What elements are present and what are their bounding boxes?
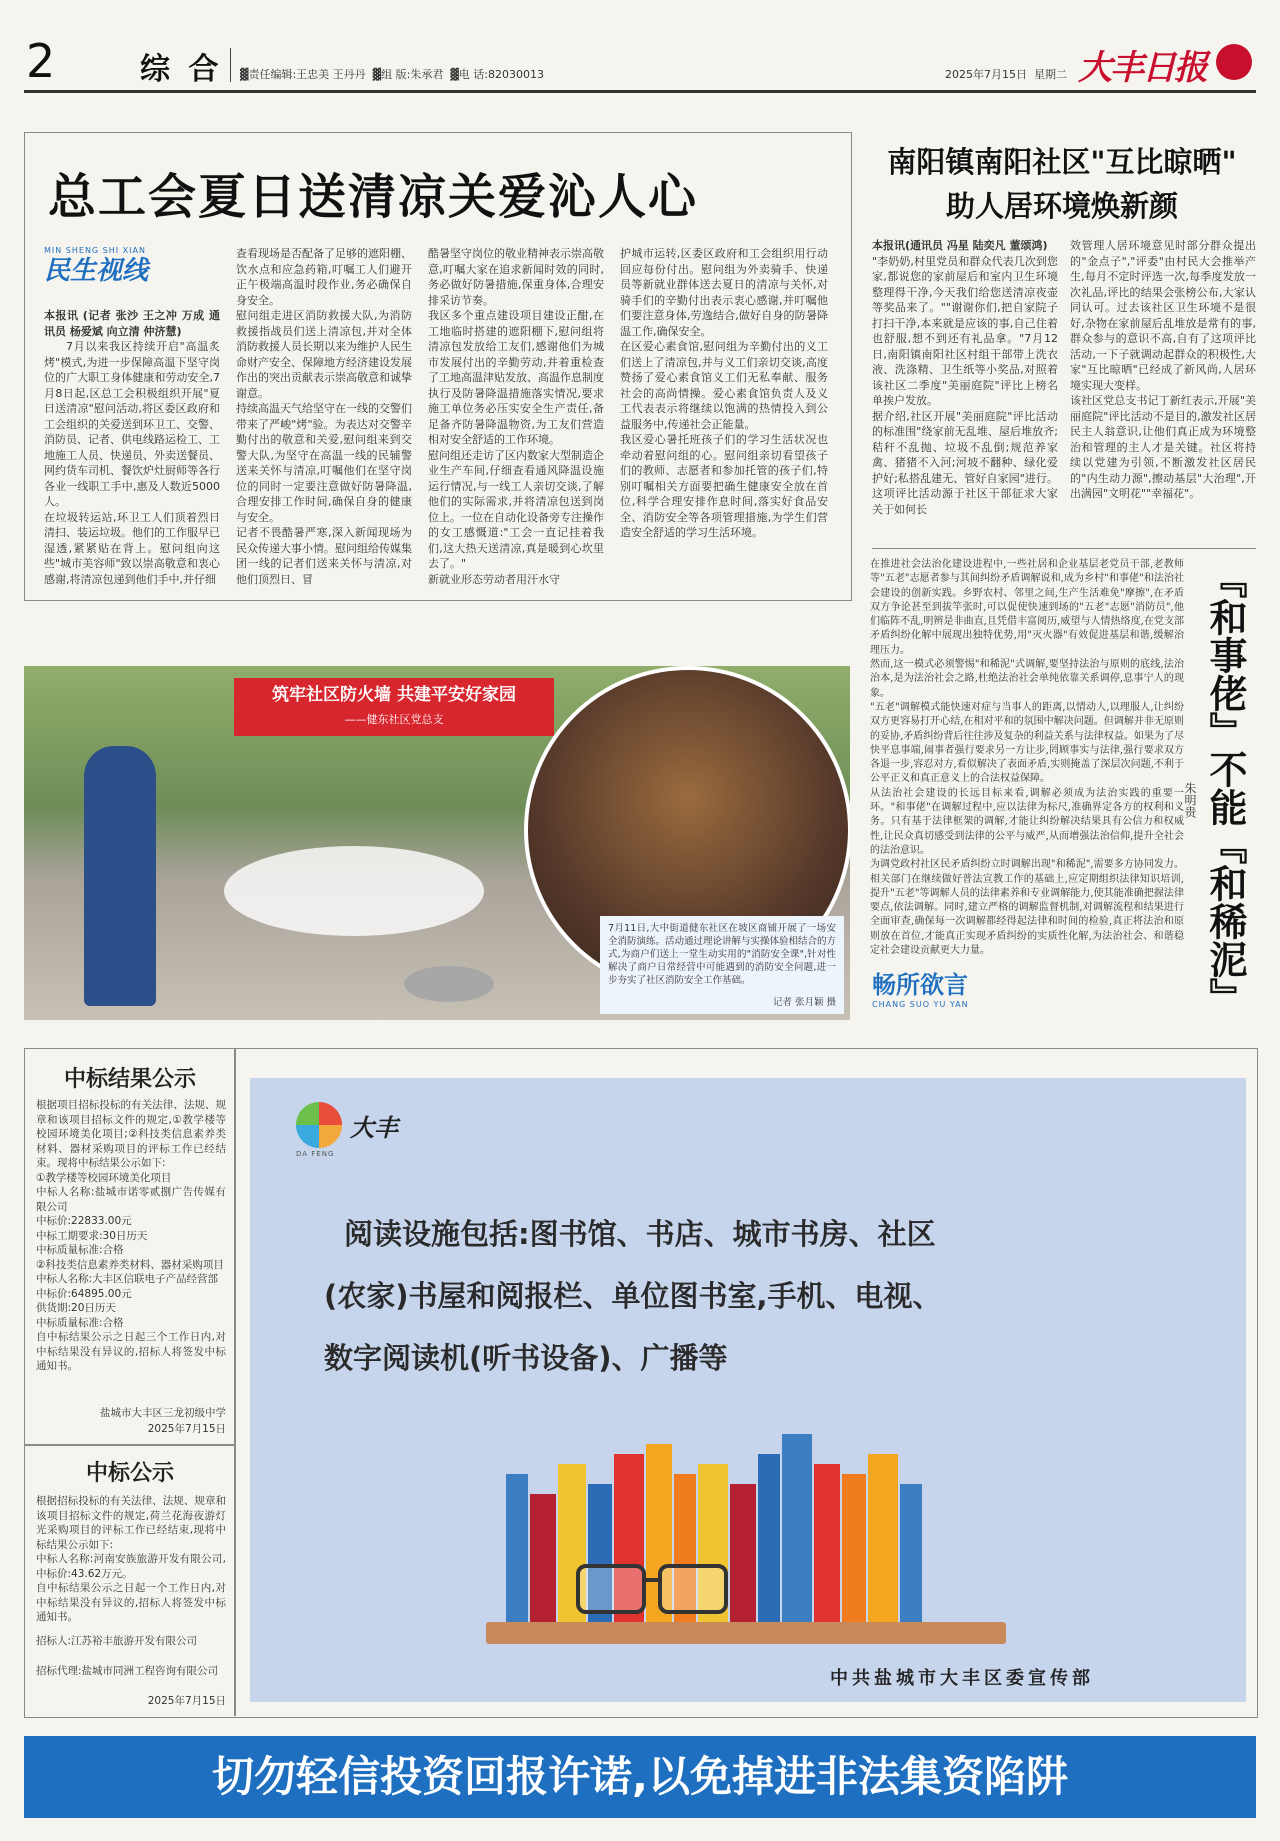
ad-line-2: (农家)书屋和阅报栏、单位图书室,手机、电视、 [324, 1279, 942, 1313]
dafeng-logo-pinyin: DA FENG [296, 1150, 335, 1158]
side-article-title-1: 南阳镇南阳社区"互比晾晒" [887, 145, 1237, 179]
main-article-title: 总工会夏日送清凉关爱沁人心 [48, 169, 699, 225]
glasses-icon [576, 1564, 726, 1608]
side-article-title-2: 助人居环境焕新颜 [945, 189, 1178, 223]
notice2-title: 中标公示 [85, 1460, 174, 1486]
notice1-body: 根据项目招标投标的有关法律、法规、规章和该项目招标文件的规定,①教学楼等校园环境美化项目;②科技类信息素养类材料、器材采购项目的评标工作已经结束。现将中标结果公示如下: ①教学楼等校园环境美化项目 中标人名称:盐城市诺零贰捌广告传媒有限公司 中标价:22833.00元 中标工期要求:30日历天 中标质量标准:合格 ②科技类信息素养类材料、器材采购项目 中标人名称:大丰区信联电子产品经营部 中标价:64895.00元 供货期:20日历天 中标质量标准:合格 自中标结果公示之日起三个工作日内,对中标结果没有异议的,招标人将签发中标通知书。 [36, 1099, 226, 1372]
header-rule [24, 90, 1256, 93]
editorial-author: 朱明贵 [1183, 782, 1197, 818]
bottom-banner [24, 1736, 1256, 1818]
book [900, 1484, 922, 1624]
book [506, 1474, 528, 1624]
notice-divider [234, 1048, 236, 1716]
main-article-col2: 查看现场是否配备了足够的遮阳棚、饮水点和应急药箱,叮嘱工人们避开正午极端高温时段作业,务必确保自身安全。 慰问组走进区消防救援大队,为消防救援指战员们送上清凉包,并对全体消防救援人员长期以来为维护人民生命财产安全、保障地方经济建设发展作出的突出贡献表示崇高敬意和诚挚谢意。 持续高温天气给坚守在一线的交警们带来了严峻"烤"验。为表达对交警辛勤付出的敬意和关爱,慰问组来到交警大队,为坚守在高温一线的民辅警送来关怀与清凉,叮嘱他们在坚守岗位的同时一定要注意做好防暑降温,合理安排工作时间,确保自身的健康与安全。 记者不畏酷暑严寒,深入新闻现场为民众传递大事小情。慰问组给传媒集团一线的记者们送来关怀与清凉,对他们顶烈日、冒 [236, 247, 412, 586]
book [868, 1454, 898, 1624]
spray-cloud [224, 846, 484, 936]
section-name: 综 合 [140, 52, 223, 87]
book [730, 1484, 756, 1624]
book [814, 1464, 840, 1624]
notice2-agent2: 招标代理:盐城市同洲工程咨询有限公司 [36, 1665, 219, 1677]
notice1-title: 中标结果公示 [63, 1066, 196, 1092]
book [530, 1494, 556, 1624]
side-article-rule [872, 548, 1256, 549]
book [782, 1434, 812, 1624]
masthead-logo: 大丰日报 [1078, 48, 1206, 88]
photo-banner: 筑牢社区防火墙 共建平安好家园 ——健东社区党总支 [234, 678, 554, 736]
fire-basin [404, 966, 494, 1002]
book [758, 1454, 780, 1624]
notice2-date: 2025年7月15日 [147, 1695, 226, 1707]
ad-footer: 中共盐城市大丰区委宣传部 [830, 1668, 1094, 1689]
book [842, 1474, 866, 1624]
notice2-body: 根据招标投标的有关法律、法规、规章和该项目招标文件的规定,荷兰花海夜游灯光采购项目的评标工作已经结束,现将中标结果公示如下: 中标人名称:河南安族旅游开发有限公司,中标价:43.62万元。 自中标结果公示之日起一个工作日内,对中标结果没有异议的,招标人将签发中标通知书。 [36, 1495, 226, 1623]
firefighter-figure [84, 746, 156, 1006]
column-logo-changsuoyuyan: 畅所欲言 CHANG SUO YU YAN [872, 971, 969, 1009]
editorial-text: 在推进社会法治化建设进程中,一些社居和企业基层老党员干部,老教师等"五老"志愿者参与其间纠纷矛盾调解说和,成为乡村"和事佬"和法治社会建设的创新实践。乡野农村、邻里之间,生产生活难免"摩擦",在矛盾双方争论甚至到拔竿张时,可以促使快速到场的"五老"志愿"消防员",他们临阵不乱,明辨是非曲直,且凭借丰富阅历,威望与人情热络度,在党支部矛盾纠纷化解中展现出独特优势,用"灭火器"有效促进基层和谐,缓解治理压力。 然而,这一模式必须警惕"和稀泥"式调解,要坚持法治与原则的底线,法治治本,是为法治社会之路,杜绝法治社会单纯依靠关系调停,息事宁人的现象。 "五老"调解模式能快速对症与当事人的距离,以情动人,以理服人,让纠纷双方更容易打开心结,在相对平和的氛围中解决问题。但调解并非无原则的妥协,矛盾纠纷背后往往涉及复杂的利益关系与法律权益。如果为了尽快平息事端,闹事者强行要求另一方让步,罔顾事实与法律,强行要求双方各退一步,容忍对方,看似解决了表面矛盾,实则掩盖了深层次问题,不利于公平正义和真正意义上的合法权益保障。 从法治社会建设的长远目标来看,调解必须成为法治实践的重要一环。"和事佬"在调解过程中,应以法律为标尺,准确界定各方的权利和义务。只有基于法律框架的调解,才能让纠纷解决结果具有公信力和权威性,让民众真切感受到法律的公平与威严,从而增强法治信仰,提升全社会的法治意识。 为调党政村社区民矛盾纠纷立时调解出现"和稀泥",需要多方协同发力。相关部门在继续做好普法宣教工作的基础上,应定期组织法律知识培训,提升"五老"等调解人员的法律素养和专业调解能力,使其能准确把握法律要点,依法调解。同时,建立严格的调解监督机制,对调解流程和结果进行全面审查,确保每一次调解都经得起法律和时间的检验,真正将法治和原则放在首位,才能真正实现矛盾纠纷的实质性化解,为法治社会、和谐稳定社会建设贡献更大力量。 [870, 559, 1184, 957]
page-number: 2 [26, 34, 56, 88]
main-article-col4: 护城市运转,区委区政府和工会组织用行动回应每份付出。慰问组为外卖骑手、快递员等新就业群体送去夏日的清凉与关怀,对骑手们的辛勤付出表示衷心感谢,并叮嘱他们要注意身体,劳逸结合,做好自身的防暑降温工作,确保安全。 在区爱心素食馆,慰问组为辛勤付出的义工们送上了清凉包,并与义工们亲切交谈,高度赞扬了爱心素食馆义工们无私奉献、服务社会的高尚情操。爱心素食馆负责人及义工代表表示将继续以饱满的热情投入到公益服务中,传递社会正能量。 我区爱心暑托班孩子们的学习生活状况也牵动着慰问组的心。慰问组亲切看望孩子们的教师、志愿者和参加托管的孩子们,特别叮嘱相关方面要把确生健康安全放在首位,科学合理安排作息时间,落实好食品安全、消防安全等各项管理措施,为学生们营造安全舒适的学习生活环境。 [620, 247, 828, 539]
dafeng-logo-text: 大丰 [350, 1113, 398, 1142]
header-divider [230, 48, 231, 82]
column-logo-minsheng: MIN SHENG SHI XIAN 民生视线 [44, 246, 149, 286]
ad-line-3: 数字阅读机(听书设备)、广播等 [324, 1341, 728, 1375]
notice1-date: 2025年7月15日 [147, 1423, 226, 1435]
notice2-agent1: 招标人:江苏裕丰旅游开发有限公司 [36, 1635, 198, 1647]
bottom-banner-text: 切勿轻信投资回报许诺,以免掉进非法集资陷阱 [212, 1752, 1068, 1801]
side-article-col1: 本报讯(通讯员 冯星 陆奕凡 董颂鸿) "李奶奶,村里党员和群众代表几次到您家,都说您的家前屋后和室内卫生环境整理得干净,今天我们给您送清凉夜壶等奖品来了。""谢谢你们,把自家院子打扫干净,本来就是应该的事,自己住着也舒服,想不到还有礼品拿。"7月12日,南阳镇南阳社区村组干部带上洗衣液、洗涤精、卫生纸等小奖品,对照着该社区二季度"美丽庭院"评比上榜名单挨户发放。 据介绍,社区开展"美丽庭院"评比活动的标准围"绕家前无乱堆、屋后堆放齐;秸秆不乱抛、垃圾不乱倒;规范养家禽、猪猪不入河;河坡不翻种、绿化爱护好;私搭乱建无、管好自家园"进行。这项评比活动源于社区干部征求大家关于如何长 [872, 239, 1058, 516]
ad-line-1: 阅读设施包括:图书馆、书店、城市书房、社区 [344, 1217, 936, 1251]
reading-ad [250, 1078, 1246, 1702]
masthead-emblem [1216, 44, 1252, 80]
header-date: 2025年7月15日 星期二 [945, 68, 1067, 81]
fire-drill-photo [24, 666, 850, 1020]
notice1-signer: 盐城市大丰区三龙初级中学 [100, 1407, 226, 1419]
header-editor: ▓责任编辑:王忠美 王丹丹 ▓组 版:朱承君 ▓电 话:82030013 [240, 68, 544, 81]
books-illustration [486, 1414, 1006, 1644]
main-article-col1: 本报讯 (记者 张沙 王之冲 万成 通讯员 杨爱斌 向立清 仲济慧) 7月以来我区持续开启"高温炙烤"模式,为进一步保障高温下坚守岗位的广大职工身体健康和劳动安全,7月8日起,区总工会积极组织开展"夏日送清凉"慰问活动,将区委区政府和工会组织的关爱送到环卫工、交警、消防员、记者、供电线路运检工、工地施工人员、快递员、外卖送餐员、网约货车司机、餐饮炉灶厨师等各行各业一线职工手中,惠及人数近5000人。 在垃圾转运站,环卫工人们顶着烈日清扫、装运垃圾。他们的工作服早已湿透,紧紧贴在背上。慰问组向这些"城市美容师"致以崇高敬意和衷心感谢,将清凉包递到他们手中,并仔细 [44, 309, 220, 586]
bookshelf-plank [486, 1622, 1006, 1644]
notice-separator [24, 1444, 234, 1446]
side-article-col2: 效管理人居环境意见时部分群众提出的"金点子","评委"由村民大会推举产生,每月不定时评选一次,每季度发放一次礼品,评比的结果会张榜公布,大家认同认可。过去该社区卫生环境不是很好,杂物在家前屋后乱堆放是常有的事,群众参与的意识不高,自有了这项评比活动,一下子就调动起群众的积极性,大家"互比晾晒"已经成了新风尚,人居环境实现大变样。 该社区党总支书记丁新红表示,开展"美丽庭院"评比活动不是目的,激发社区居民主人翁意识,让他们真正成为环境整治和管理的主人才是关键。社区将持续以党建为引领,不断激发社区居民的"内生动力源",擦动基层"大治理",开出满园"文明花""幸福花"。 [1070, 239, 1256, 500]
photo-caption-box: 7月11日,大中街道健东社区在坡区商铺开展了一场安全消防演练。活动通过理论讲解与实操体验相结合的方式,为商户们送上一堂生动实用的"消防安全课",针对性解决了商户日常经营中可能遇到的消防安全问题,进一步夯实了社区消防安全工作基础。 记者 张月颖 摄 [600, 916, 844, 1014]
editorial-title: 『和事佬』不能『和稀泥』 [1203, 560, 1248, 1016]
main-article-col3: 酷暑坚守岗位的敬业精神表示崇高敬意,叮嘱大家在追求新闻时效的同时,务必做好防暑措施,保重身体,合理安排采访节奏。 我区多个重点建设项目建设正酣,在工地临时搭建的遮阳棚下,慰问组将清凉包发放给工友们,感谢他们为城市发展付出的辛勤劳动,并着重检查了工地高温津贴发放、高温作息制度执行及防暑降温措施落实情况,要求施工单位务必压实安全生产责任,备足备齐防暑降温物资,为工友们营造相对安全舒适的工作环境。 慰问组还走访了区内数家大型制造企业生产车间,仔细查看通风降温设施运行情况,与一线工人亲切交谈,了解他们的实际需求,并将清凉包送到岗位上。一位在自动化设备旁专注操作的女工感慨道:"工会一直记挂着我们,这大热天送清凉,真是暖到心坎里去了。" 新就业形态劳动者用汗水守 [428, 247, 604, 586]
dafeng-logo-icon [296, 1102, 342, 1148]
